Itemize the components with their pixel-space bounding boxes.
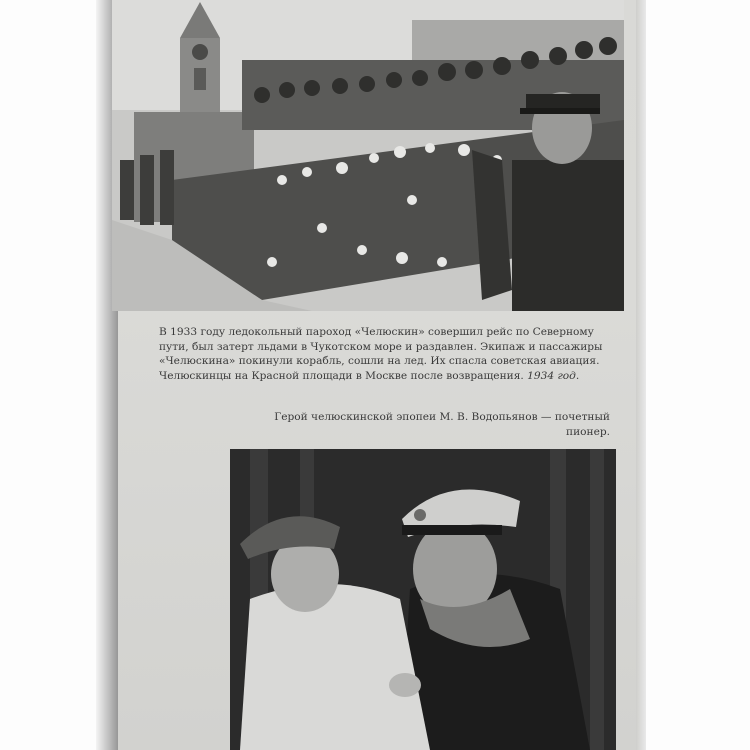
caption-chelyuskin [159, 325, 607, 383]
photo-vodopyanov-pioneer [230, 449, 616, 750]
page-right-edge [636, 0, 646, 750]
caption-vodopyanov [250, 410, 610, 439]
caption-line: пути, был затерт льдами в Чукотском море и раздавлен. Экипаж и пассажиры [159, 340, 603, 353]
photo-red-square-parade [112, 0, 624, 311]
caption-line: В 1933 году ледокольный пароход «Челюскин» совершил рейс по Северному [159, 326, 594, 338]
photo-vodopyanov-pioneer-drawing [230, 449, 616, 750]
caption-line-last [159, 369, 607, 384]
caption-year: 1934 год. [527, 369, 580, 382]
photo-red-square-parade-drawing [112, 0, 624, 311]
caption-line: Челюскинцы на Красной площади в Москве после возвращения. [159, 369, 524, 382]
caption-line: пионер. [566, 425, 610, 438]
caption-line: «Челюскина» покинули корабль, сошли на лед. Их спасла советская авиация. [159, 355, 600, 368]
caption-line: Герой челюскинской эпопеи М. В. Водопьянов — почетный [274, 411, 610, 423]
